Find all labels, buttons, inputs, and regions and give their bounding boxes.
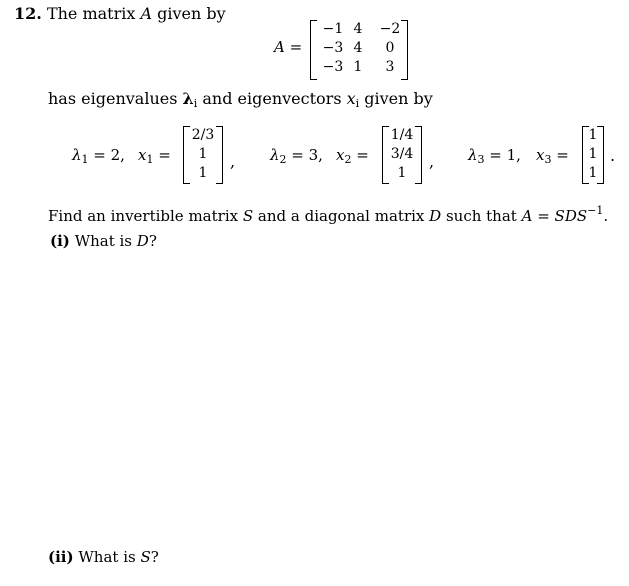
eigen-suffix: given by [364, 89, 433, 108]
eigenvector-3: 1 1 1 [582, 126, 604, 184]
eigenpair-2-lambda: $\lambda_2 = 3$, [270, 146, 323, 166]
matrix-a-cell: 3 [385, 59, 395, 75]
lambda-symbol: λ [182, 89, 194, 108]
eigenpair-3-x: $x_3$ = [536, 146, 569, 166]
eigen-line [48, 89, 433, 110]
lambda-subscript: i [193, 97, 198, 110]
eigen-prefix: has eigenvalues [48, 89, 178, 108]
intro-text: The matrix [46, 4, 136, 23]
find-line: Find an invertible matrix S and a diagonal matrix D such that $A = SDS^{-1}$. [48, 204, 609, 225]
matrix-a-cell: −3 [322, 40, 344, 56]
eigenpair-1-x: $x_1$ = [138, 146, 171, 166]
matrix-a-cell: 4 [353, 40, 363, 56]
x-symbol: x [346, 89, 356, 108]
matrix-a-left-bracket [310, 20, 317, 80]
matrix-a-cell: −1 [322, 21, 344, 37]
matrix-a-cell: 1 [353, 59, 363, 75]
intro-var: A [140, 4, 153, 23]
part-i: (i) What is D? [50, 232, 157, 250]
x-subscript: i [355, 97, 360, 110]
eigenpair-3-lambda: $\lambda_3 = 1$, [468, 146, 521, 166]
eigenpair-1-sep: , [230, 152, 236, 171]
matrix-a-cell: 0 [385, 40, 395, 56]
eigenvector-2: 1/4 3/4 1 [382, 126, 422, 184]
matrix-a-label: A = [274, 38, 303, 56]
eigenvector-1: 2/3 1 1 [183, 126, 223, 184]
eigenpair-1-lambda: $\lambda_1 = 2$, [72, 146, 125, 166]
eigen-middle: and eigenvectors [202, 89, 342, 108]
matrix-a [310, 20, 408, 80]
matrix-a-cell: −3 [322, 59, 344, 75]
eigenpair-2-x: $x_2$ = [336, 146, 369, 166]
eigenpair-3-sep: . [610, 146, 616, 165]
problem-heading [14, 4, 226, 23]
matrix-a-right-bracket [401, 20, 408, 80]
eigenpair-2-sep: , [429, 152, 435, 171]
problem-number: 12. [14, 4, 42, 23]
matrix-a-cell: 4 [353, 21, 363, 37]
part-ii: (ii) What is S? [48, 548, 159, 566]
matrix-a-cell: −2 [379, 21, 401, 37]
intro-rest: given by [157, 4, 226, 23]
